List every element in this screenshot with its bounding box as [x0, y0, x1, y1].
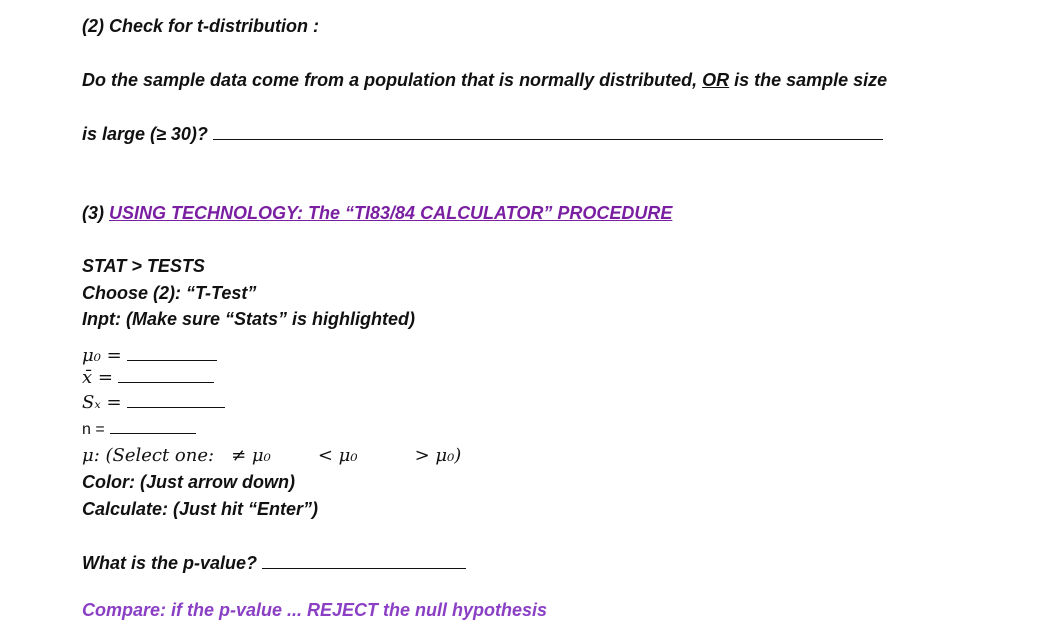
pvalue-blank[interactable]	[262, 550, 466, 569]
field-sx	[82, 389, 225, 415]
calculate-line: Calculate: (Just hit “Enter”)	[82, 499, 319, 519]
step-input: Inpt: (Make sure “Stats” is highlighted)	[82, 309, 416, 329]
question-line-1	[82, 68, 887, 92]
question-text-b: is the sample size	[734, 70, 888, 90]
section3-heading	[82, 201, 672, 225]
mu0-label: μ₀ =	[82, 345, 122, 366]
n-blank[interactable]	[110, 415, 196, 434]
option-not-equal[interactable]: ≠ μ₀	[231, 445, 271, 466]
option-greater-than[interactable]: > μ₀)	[414, 445, 462, 466]
mu-select-label: μ: (Select one:	[82, 445, 215, 466]
field-n	[82, 415, 196, 442]
question-line-2	[82, 121, 883, 146]
step-choose: Choose (2): “T-Test”	[82, 283, 257, 303]
mu0-blank[interactable]	[127, 342, 217, 361]
technology-link[interactable]: USING TECHNOLOGY: The “TI83/84 CALCULATOR” PROCEDURE	[109, 203, 673, 223]
n-label: n =	[82, 421, 105, 438]
pvalue-line	[82, 550, 466, 575]
section3-number: (3)	[82, 203, 104, 223]
sx-label: Sₓ =	[82, 392, 122, 413]
pvalue-question: What is the p-value?	[82, 553, 258, 573]
mu-select-line	[82, 443, 461, 468]
section2-heading: (2) Check for t-distribution :	[82, 16, 319, 36]
field-xbar	[82, 364, 214, 390]
xbar-label: x̄ =	[82, 367, 113, 388]
option-less-than[interactable]: < μ₀	[317, 445, 358, 466]
color-line: Color: (Just arrow down)	[82, 472, 295, 492]
sx-blank[interactable]	[127, 389, 225, 408]
or-emphasis: OR	[702, 70, 730, 90]
cutoff-next-line: Compare: if the p-value ... REJECT the null hypothesis	[82, 600, 548, 620]
answer-blank-normality[interactable]	[213, 121, 883, 140]
xbar-blank[interactable]	[118, 364, 214, 383]
question-text-c: is large (≥ 30)?	[82, 124, 208, 144]
step-stat-tests: STAT > TESTS	[82, 256, 205, 276]
question-text-a: Do the sample data come from a population that is normally distributed,	[82, 70, 698, 90]
